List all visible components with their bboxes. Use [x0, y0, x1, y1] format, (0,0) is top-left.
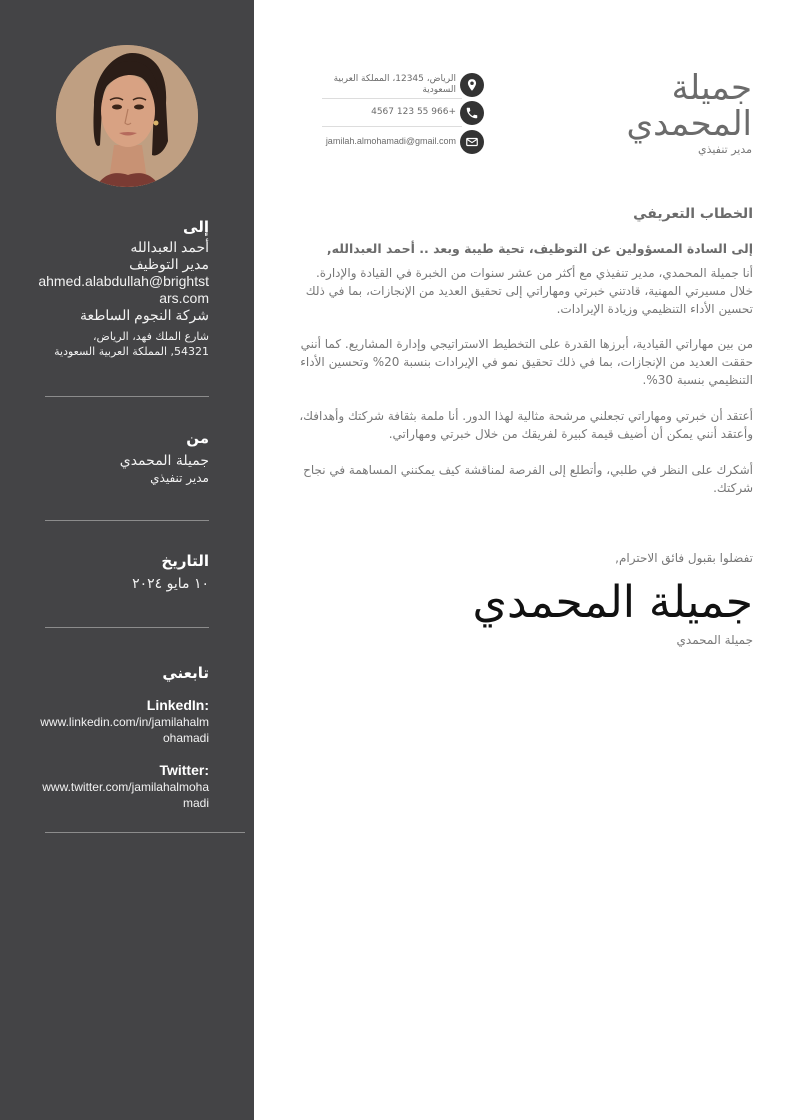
profile-photo: [56, 45, 198, 187]
recipient-position: مدير التوظيف: [129, 256, 209, 272]
sender-section: [34, 428, 209, 487]
signature-name: جميلة المحمدي: [676, 633, 753, 647]
linkedin-label: :LinkedIn: [146, 697, 209, 713]
contact-list: [320, 71, 488, 156]
social-heading: تابعني: [162, 664, 209, 682]
recipient-email[interactable]: ahmed.alabdullah@brightstars.com: [38, 273, 209, 306]
portrait-image: [56, 45, 198, 187]
date-heading: التاريخ: [161, 552, 209, 570]
contact-phone: [320, 98, 488, 127]
header-title: مدير تنفيذي: [698, 143, 752, 156]
date-value: ١٠ مايو ٢٠٢٤: [132, 576, 209, 592]
location-pin-icon: [460, 73, 484, 97]
recipient-address-line1: شارع الملك فهد، الرياض،: [92, 330, 209, 343]
letter-paragraph-1: أنا جميلة المحمدي، مدير تنفيذي مع أكثر من عشر سنوات من الخبرة في القيادة والإدارة. خلال مسيرتي المهنية، قادتني خبرتي ومهاراتي إلى تحقيق العديد من الإنجازات، بما في ذلك تحسين الأداء التنظيمي وزيادة الإيرادات.: [305, 266, 753, 316]
letter-paragraph-2: من بين مهاراتي القيادية، أبرزها القدرة على التخطيط الاستراتيجي وإدارة المشاريع. كما أنني حققت العديد من الإنجازات، بما في ذلك تحقيق نمو في الإيرادات بنسبة 20% وتحسين الأداء التنظيمي بنسبة 30%.: [300, 337, 753, 387]
contact-address: [320, 71, 488, 98]
twitter-label: :Twitter: [159, 762, 209, 778]
recipient-company: شركة النجوم الساطعة: [79, 307, 209, 323]
recipient-section: [34, 217, 209, 359]
contact-email: [320, 127, 488, 156]
sender-heading: من: [186, 429, 209, 447]
sender-name: جميلة المحمدي: [119, 453, 209, 469]
envelope-icon: [460, 130, 484, 154]
letter-heading: الخطاب التعريفي: [633, 206, 753, 222]
divider: [45, 396, 209, 397]
letter-paragraph-3: أعتقد أن خبرتي ومهاراتي تجعلني مرشحة مثالية لهذا الدور. أنا ملمة بثقافة شركتك وأهدافك، وأعتقد أنني يمكن أن أضيف قيمة كبيرة لفريقك من خلال خبرتي ومهاراتي.: [299, 409, 753, 441]
recipient-heading: إلى: [183, 218, 209, 236]
signature: جميلة المحمدي: [472, 577, 753, 628]
sender-position: مدير تنفيذي: [150, 471, 209, 485]
letter-salutation: إلى السادة المسؤولين عن التوظيف، تحية طيبة وبعد .. أحمد العبدالله,: [326, 241, 753, 256]
twitter-link[interactable]: www.twitter.com/jamilahalmohamadi: [42, 780, 209, 810]
letter-closing: تفضلوا بقبول فائق الاحترام,: [615, 551, 753, 565]
email-text[interactable]: jamilah.almohamadi@gmail.com: [325, 136, 456, 146]
divider: [45, 520, 209, 521]
sidebar: [0, 0, 254, 1120]
header-name: جميلة المحمدي: [626, 68, 752, 144]
phone-icon: [460, 101, 484, 125]
divider: [45, 627, 209, 628]
date-section: [34, 551, 209, 593]
address-text: الرياض، 12345، المملكة العربية السعودية: [333, 73, 456, 95]
divider: [45, 832, 245, 833]
linkedin-link[interactable]: www.linkedin.com/in/jamilahalmohamadi: [40, 715, 209, 745]
letter-paragraph-4: أشكرك على النظر في طلبي، وأتطلع إلى الفرصة لمناقشة كيف يمكنني المساهمة في نجاح شركتك.: [303, 463, 753, 495]
recipient-address-line2: 54321, المملكة العربية السعودية: [54, 345, 209, 358]
phone-text[interactable]: +966 55 123 4567: [371, 107, 456, 117]
recipient-name: أحمد العبدالله: [130, 239, 209, 255]
social-section: [34, 663, 209, 811]
